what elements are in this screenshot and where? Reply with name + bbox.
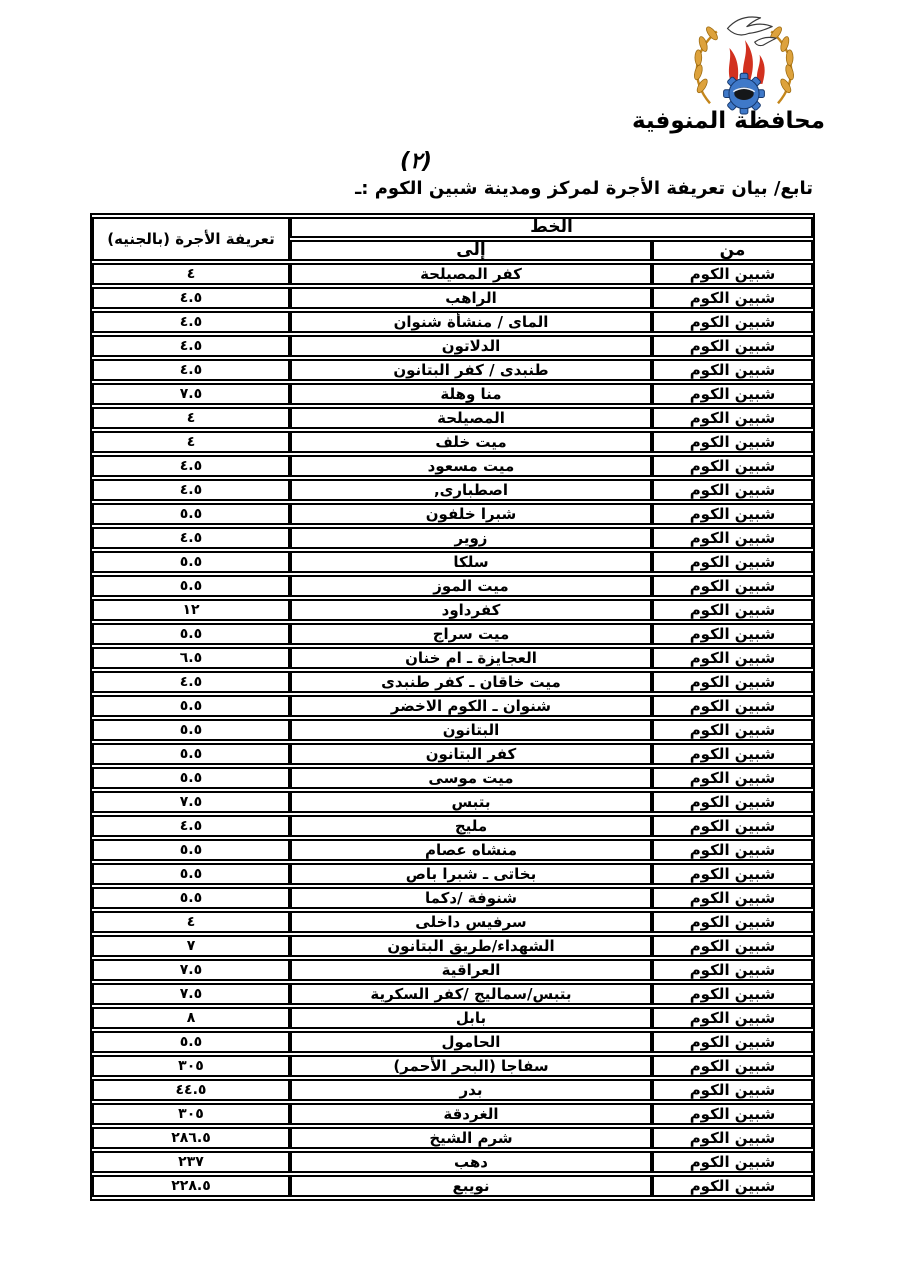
fare-cell: ٥.٥: [92, 551, 290, 573]
fare-cell: ٤.٥: [92, 359, 290, 381]
to-cell: الحامول: [290, 1031, 652, 1053]
from-cell: شبين الكوم: [652, 959, 813, 981]
fare-cell: ٥.٥: [92, 503, 290, 525]
from-cell: شبين الكوم: [652, 287, 813, 309]
to-cell: ميت خلف: [290, 431, 652, 453]
table-row: [92, 1175, 813, 1197]
fare-cell: ٤.٥: [92, 815, 290, 837]
fare-cell: ٧.٥: [92, 791, 290, 813]
table-row: [92, 911, 813, 933]
to-cell: شرم الشيخ: [290, 1127, 652, 1149]
fare-cell: ٤.٥: [92, 335, 290, 357]
fare-cell: ٤٤.٥: [92, 1079, 290, 1101]
to-cell: نويبع: [290, 1175, 652, 1197]
table-row: [92, 767, 813, 789]
from-cell: شبين الكوم: [652, 887, 813, 909]
to-cell: الغردقة: [290, 1103, 652, 1125]
fare-table-body: [92, 263, 813, 1197]
fare-table-container: [90, 213, 815, 1201]
table-header-row-line: [92, 217, 813, 238]
fare-cell: ٢٢٨.٥: [92, 1175, 290, 1197]
table-row: [92, 1103, 813, 1125]
fare-cell: ٢٨٦.٥: [92, 1127, 290, 1149]
to-cell: بدر: [290, 1079, 652, 1101]
from-header: من: [652, 240, 813, 261]
fare-cell: ٤.٥: [92, 671, 290, 693]
fare-cell: ٧.٥: [92, 959, 290, 981]
to-cell: طنبدى / كفر البتانون: [290, 359, 652, 381]
to-cell: العراقية: [290, 959, 652, 981]
to-cell: المصيلحة: [290, 407, 652, 429]
to-cell: بخاتى ـ شبرا باص: [290, 863, 652, 885]
from-cell: شبين الكوم: [652, 1175, 813, 1197]
to-cell: ميت خاقان ـ كفر طنبدى: [290, 671, 652, 693]
governorate-name: محافظة المنوفية: [631, 108, 825, 134]
to-cell: دهب: [290, 1151, 652, 1173]
to-cell: الدلاتون: [290, 335, 652, 357]
to-cell: الشهداء/طريق البتانون: [290, 935, 652, 957]
to-cell: سرفيس داخلى: [290, 911, 652, 933]
to-cell: شنوفة /دكما: [290, 887, 652, 909]
table-row: [92, 575, 813, 597]
to-cell: كفر المصيلحة: [290, 263, 652, 285]
to-cell: البتانون: [290, 719, 652, 741]
from-cell: شبين الكوم: [652, 383, 813, 405]
to-cell: شنوان ـ الكوم الاخضر: [290, 695, 652, 717]
fare-cell: ٨: [92, 1007, 290, 1029]
to-cell: الماى / منشأة شنوان: [290, 311, 652, 333]
fare-cell: ٤: [92, 431, 290, 453]
table-row: [92, 935, 813, 957]
fare-cell: ٧.٥: [92, 383, 290, 405]
from-cell: شبين الكوم: [652, 527, 813, 549]
to-cell: شبرا خلفون: [290, 503, 652, 525]
governorate-logo: [631, 12, 825, 134]
fare-cell: ٥.٥: [92, 767, 290, 789]
to-cell: ميت الموز: [290, 575, 652, 597]
from-cell: شبين الكوم: [652, 791, 813, 813]
from-cell: شبين الكوم: [652, 647, 813, 669]
fare-cell: ١٢: [92, 599, 290, 621]
from-cell: شبين الكوم: [652, 599, 813, 621]
from-cell: شبين الكوم: [652, 359, 813, 381]
from-cell: شبين الكوم: [652, 839, 813, 861]
governorate-emblem-icon: [671, 12, 817, 115]
fare-cell: ٥.٥: [92, 863, 290, 885]
to-cell: مليج: [290, 815, 652, 837]
table-row: [92, 287, 813, 309]
from-cell: شبين الكوم: [652, 767, 813, 789]
from-cell: شبين الكوم: [652, 335, 813, 357]
fare-cell: ٤.٥: [92, 455, 290, 477]
fare-cell: ٤: [92, 263, 290, 285]
page-number: (٢): [400, 149, 432, 174]
fare-cell: ٤: [92, 911, 290, 933]
table-row: [92, 599, 813, 621]
to-cell: منشاه عصام: [290, 839, 652, 861]
fare-cell: ٤.٥: [92, 287, 290, 309]
from-cell: شبين الكوم: [652, 983, 813, 1005]
fare-cell: ٥.٥: [92, 839, 290, 861]
table-row: [92, 623, 813, 645]
to-header: إلى: [290, 240, 652, 261]
from-cell: شبين الكوم: [652, 1127, 813, 1149]
table-row: [92, 647, 813, 669]
from-cell: شبين الكوم: [652, 911, 813, 933]
to-cell: كفرداود: [290, 599, 652, 621]
from-cell: شبين الكوم: [652, 455, 813, 477]
to-cell: بتبس: [290, 791, 652, 813]
table-row: [92, 455, 813, 477]
table-row: [92, 407, 813, 429]
table-row: [92, 335, 813, 357]
from-cell: شبين الكوم: [652, 503, 813, 525]
fare-cell: ٤.٥: [92, 311, 290, 333]
fare-cell: ٣٠٥: [92, 1055, 290, 1077]
fare-cell: ٤.٥: [92, 527, 290, 549]
fare-cell: ٥.٥: [92, 743, 290, 765]
table-row: [92, 695, 813, 717]
fare-cell: ٧.٥: [92, 983, 290, 1005]
table-row: [92, 887, 813, 909]
to-cell: كفر البتانون: [290, 743, 652, 765]
to-cell: سفاجا (البحر الأحمر): [290, 1055, 652, 1077]
from-cell: شبين الكوم: [652, 551, 813, 573]
table-row: [92, 503, 813, 525]
to-cell: اصطبارى,: [290, 479, 652, 501]
from-cell: شبين الكوم: [652, 863, 813, 885]
table-row: [92, 791, 813, 813]
table-row: [92, 719, 813, 741]
to-cell: ميت موسى: [290, 767, 652, 789]
table-row: [92, 671, 813, 693]
table-row: [92, 815, 813, 837]
to-cell: بتبس/سماليج /كفر السكرية: [290, 983, 652, 1005]
from-cell: شبين الكوم: [652, 695, 813, 717]
from-cell: شبين الكوم: [652, 1055, 813, 1077]
fare-cell: ٥.٥: [92, 887, 290, 909]
fare-cell: ٥.٥: [92, 575, 290, 597]
from-cell: شبين الكوم: [652, 671, 813, 693]
fare-cell: ٧: [92, 935, 290, 957]
table-row: [92, 527, 813, 549]
to-cell: الراهب: [290, 287, 652, 309]
from-cell: شبين الكوم: [652, 479, 813, 501]
fare-header: تعريفة الأجرة (بالجنيه): [92, 217, 290, 261]
table-row: [92, 1007, 813, 1029]
fare-cell: ٢٣٧: [92, 1151, 290, 1173]
fare-cell: ٤.٥: [92, 479, 290, 501]
to-cell: منا وهلة: [290, 383, 652, 405]
to-cell: بابل: [290, 1007, 652, 1029]
from-cell: شبين الكوم: [652, 935, 813, 957]
table-row: [92, 431, 813, 453]
line-header: الخط: [290, 217, 813, 238]
table-row: [92, 479, 813, 501]
table-row: [92, 1055, 813, 1077]
document-title: تابع/ بيان تعريفة الأجرة لمركز ومدينة شبين الكوم :ـ: [355, 178, 813, 199]
table-row: [92, 1151, 813, 1173]
to-cell: سلكا: [290, 551, 652, 573]
from-cell: شبين الكوم: [652, 815, 813, 837]
from-cell: شبين الكوم: [652, 431, 813, 453]
table-row: [92, 1031, 813, 1053]
to-cell: ميت مسعود: [290, 455, 652, 477]
table-row: [92, 959, 813, 981]
fare-cell: ٣٠٥: [92, 1103, 290, 1125]
table-row: [92, 551, 813, 573]
table-row: [92, 359, 813, 381]
fare-cell: ٤: [92, 407, 290, 429]
table-row: [92, 839, 813, 861]
table-row: [92, 863, 813, 885]
from-cell: شبين الكوم: [652, 1151, 813, 1173]
fare-cell: ٥.٥: [92, 623, 290, 645]
fare-cell: ٥.٥: [92, 1031, 290, 1053]
fare-cell: ٥.٥: [92, 695, 290, 717]
fare-cell: ٥.٥: [92, 719, 290, 741]
from-cell: شبين الكوم: [652, 407, 813, 429]
table-row: [92, 983, 813, 1005]
table-row: [92, 263, 813, 285]
from-cell: شبين الكوم: [652, 719, 813, 741]
to-cell: العجايزة ـ ام خنان: [290, 647, 652, 669]
from-cell: شبين الكوم: [652, 743, 813, 765]
table-row: [92, 383, 813, 405]
from-cell: شبين الكوم: [652, 1007, 813, 1029]
from-cell: شبين الكوم: [652, 1103, 813, 1125]
to-cell: زوير: [290, 527, 652, 549]
from-cell: شبين الكوم: [652, 263, 813, 285]
table-row: [92, 311, 813, 333]
from-cell: شبين الكوم: [652, 575, 813, 597]
table-row: [92, 1127, 813, 1149]
from-cell: شبين الكوم: [652, 1031, 813, 1053]
from-cell: شبين الكوم: [652, 623, 813, 645]
fare-table: [90, 213, 815, 1201]
from-cell: شبين الكوم: [652, 311, 813, 333]
table-row: [92, 743, 813, 765]
to-cell: ميت سراج: [290, 623, 652, 645]
from-cell: شبين الكوم: [652, 1079, 813, 1101]
table-row: [92, 1079, 813, 1101]
fare-cell: ٦.٥: [92, 647, 290, 669]
